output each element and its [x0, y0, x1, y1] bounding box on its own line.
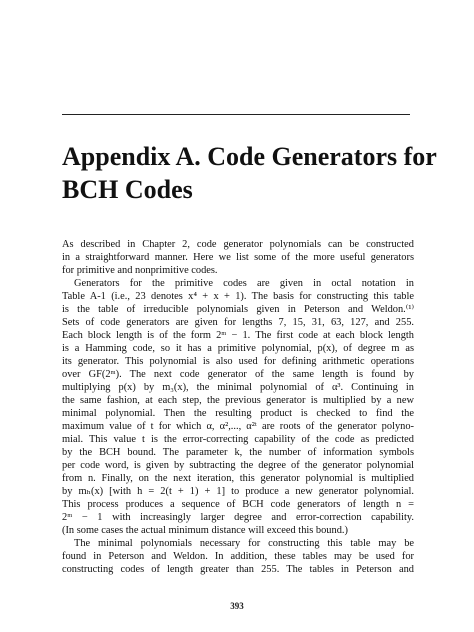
body-text-line: mial. This value t is the error-correcting capability of the code as predicted [62, 434, 414, 445]
body-text-line: over GF(2ᵐ). The next code generator of the same length is found by [62, 369, 414, 380]
body-text [62, 238, 414, 576]
chapter-title-line: BCH Codes [62, 175, 193, 204]
body-text-line: by the BCH bound. The parameter k, the number of information symbols [62, 447, 414, 458]
top-rule [62, 114, 410, 115]
body-text-line: in a straightforward manner. Here we list some of the more useful generators [62, 252, 414, 263]
body-text-line: is the table of irreducible polynomials given in Peterson and Weldon.⁽¹⁾ [62, 304, 414, 315]
body-text-line: multiplying p(x) by m₃(x), the minimal polynomial of α³. Continuing in [62, 382, 414, 393]
body-text-line: minimal polynomial. Then the resulting product is checked to find the [62, 408, 414, 419]
body-text-line: The minimal polynomials necessary for constructing this table may be [74, 538, 414, 549]
body-text-line: per code word, is given by subtracting the degree of the generator polynomial [62, 460, 414, 471]
chapter-title-line: Appendix A. Code Generators for [62, 142, 437, 171]
body-text-line: This process produces a sequence of BCH code generators of length n = [62, 499, 414, 510]
body-text-line: Table A-1 (i.e., 23 denotes x⁴ + x + 1). The basis for constructing this table [62, 291, 414, 302]
body-text-line: for primitive and nonprimitive codes. [62, 265, 218, 276]
body-text-line: by mₕ(x) [with h = 2(t + 1) + 1] to produce a new generator polynomial. [62, 486, 414, 497]
body-text-line: (In some cases the actual minimum distance will exceed this bound.) [62, 525, 348, 536]
body-text-line: 2ᵐ − 1 with increasingly larger degree and error-correction capability. [62, 512, 414, 523]
body-text-line: the same fashion, at each step, the previous generator is multiplied by a new [62, 395, 414, 406]
body-text-line: Generators for the primitive codes are given in octal notation in [74, 278, 414, 289]
body-text-line: Sets of code generators are given for lengths 7, 15, 31, 63, 127, and 255. [62, 317, 414, 328]
chapter-title [62, 140, 437, 206]
body-text-line: found in Peterson and Weldon. In addition, these tables may be used for [62, 551, 414, 562]
body-text-line: constructing codes of length greater than 255. The tables in Peterson and [62, 564, 414, 575]
body-text-line: is a Hamming code, so it has a primitive polynomial, p(x), of degree m as [62, 343, 414, 354]
page-number: 393 [230, 601, 244, 611]
body-text-line: Each block length is of the form 2ᵐ − 1. The first code at each block length [62, 330, 414, 341]
body-text-line: from n. Finally, on the next iteration, this generator polynomial is multiplied [62, 473, 414, 484]
body-text-line: its generator. This polynomial is also used for defining arithmetic operations [62, 356, 414, 367]
body-text-line: As described in Chapter 2, code generator polynomials can be constructed [62, 239, 414, 250]
body-text-line: maximum value of t for which α, α²,..., α²ᵗ are roots of the generator polyno- [62, 421, 414, 432]
